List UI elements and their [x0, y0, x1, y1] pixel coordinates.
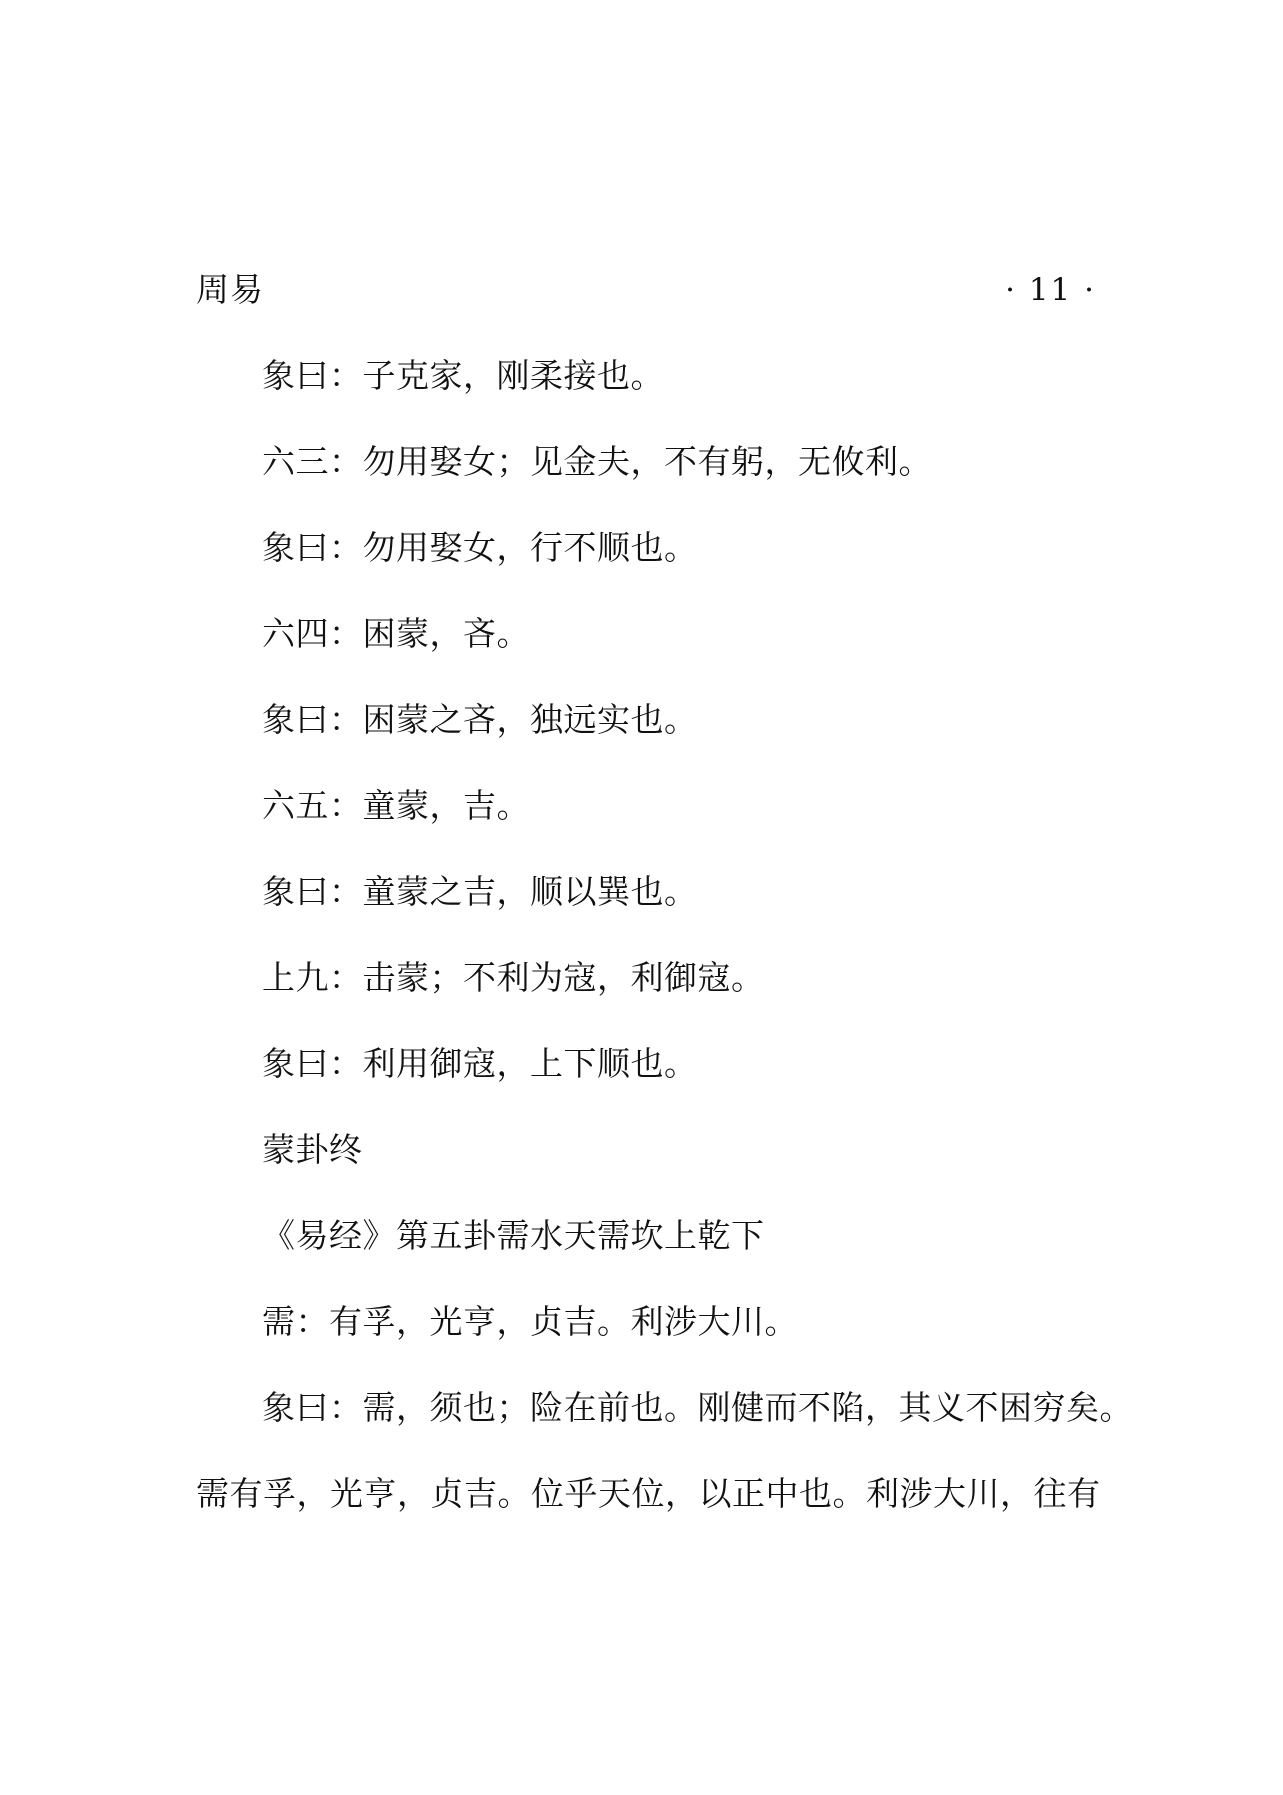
- body-text: [196, 354, 1133, 1557]
- paragraph-line-1: 象曰：需，须也；险在前也。刚健而不陷，其义不困穷矣。: [262, 1388, 1133, 1427]
- paragraph: 六五：童蒙，吉。: [262, 786, 530, 825]
- paragraph: 上九：击蒙；不利为寇，利御寇。: [262, 958, 765, 997]
- paragraph: 象曰：子克家，刚柔接也。: [262, 356, 664, 395]
- chapter-heading: 《易经》第五卦需水天需坎上乾下: [262, 1216, 765, 1255]
- paragraph: 象曰：童蒙之吉，顺以巽也。: [262, 872, 698, 911]
- paragraph: 象曰：困蒙之吝，独远实也。: [262, 700, 698, 739]
- paragraph: 六三：勿用娶女；见金夫，不有躬，无攸利。: [262, 442, 932, 481]
- paragraph: 需：有孚，光亨，贞吉。利涉大川。: [262, 1302, 798, 1341]
- section-end-label: 蒙卦终: [262, 1130, 363, 1169]
- page-number: · 11 ·: [1005, 272, 1096, 308]
- paragraph: 象曰：利用御寇，上下顺也。: [262, 1044, 698, 1083]
- paragraph-line-2: 需有孚，光亨，贞吉。位乎天位，以正中也。利涉大川，往有: [196, 1474, 1101, 1513]
- paragraph: 象曰：勿用娶女，行不顺也。: [262, 528, 698, 567]
- book-title: 周易: [196, 270, 264, 309]
- paragraph-multiline: [196, 1386, 1133, 1515]
- paragraph: 六四：困蒙，吝。: [262, 614, 530, 653]
- page-header: [196, 268, 1096, 312]
